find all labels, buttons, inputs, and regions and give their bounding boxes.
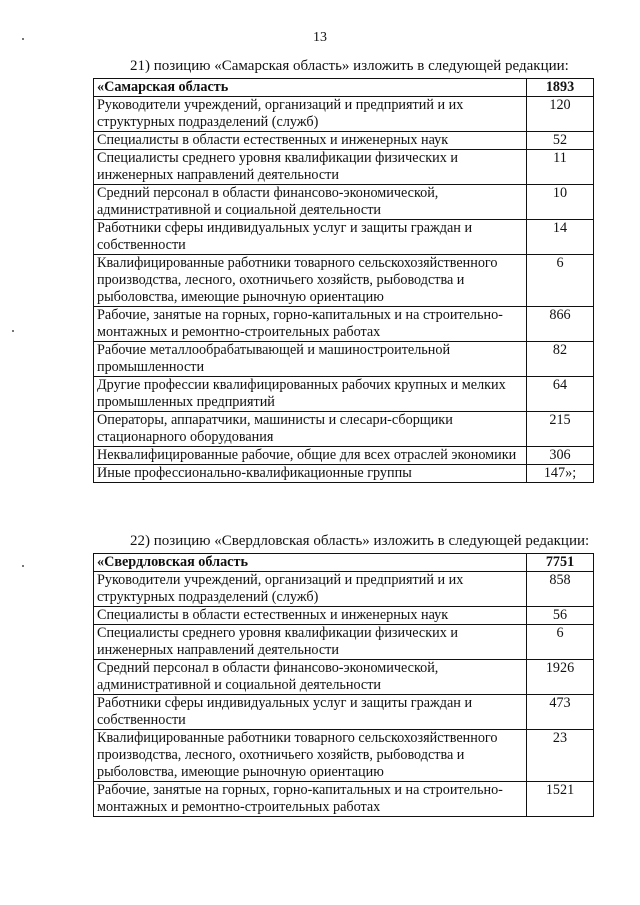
section-intro: 21) позицию «Самарская область» изложить в следующей редакции: xyxy=(130,58,569,74)
group-value: 866 xyxy=(527,307,594,342)
region-total: 1893 xyxy=(527,79,594,97)
table-row xyxy=(94,695,594,730)
region-name: «Самарская область xyxy=(94,79,527,97)
table-row xyxy=(94,255,594,307)
scan-speck xyxy=(12,330,14,332)
group-value: 10 xyxy=(527,185,594,220)
group-name: Руководители учреждений, организаций и предприятий и их структурных подразделений (служб) xyxy=(94,97,527,132)
group-name: Рабочие металлообрабатывающей и машиностроительной промышленности xyxy=(94,342,527,377)
group-name: Другие профессии квалифицированных рабочих крупных и мелких промышленных предприятий xyxy=(94,377,527,412)
group-name: Рабочие, занятые на горных, горно-капитальных и на строительно-монтажных и ремонтно-строительных работах xyxy=(94,782,527,817)
group-value: 473 xyxy=(527,695,594,730)
group-name: Неквалифицированные рабочие, общие для всех отраслей экономики xyxy=(94,447,527,465)
table-row xyxy=(94,220,594,255)
table-row xyxy=(94,342,594,377)
table-row xyxy=(94,307,594,342)
group-value: 23 xyxy=(527,730,594,782)
region-total: 7751 xyxy=(527,554,594,572)
table-row xyxy=(94,185,594,220)
table-row xyxy=(94,97,594,132)
group-value: 6 xyxy=(527,255,594,307)
section-intro: 22) позицию «Свердловская область» изложить в следующей редакции: xyxy=(130,533,590,549)
group-name: Специалисты в области естественных и инженерных наук xyxy=(94,607,527,625)
table-header-row xyxy=(94,554,594,572)
group-value: 64 xyxy=(527,377,594,412)
group-value: 82 xyxy=(527,342,594,377)
group-name: Руководители учреждений, организаций и предприятий и их структурных подразделений (служб) xyxy=(94,572,527,607)
group-value: 306 xyxy=(527,447,594,465)
table-row xyxy=(94,150,594,185)
table-row xyxy=(94,412,594,447)
group-name: Работники сферы индивидуальных услуг и защиты граждан и собственности xyxy=(94,220,527,255)
table-row xyxy=(94,465,594,483)
scan-speck xyxy=(22,565,24,567)
scan-speck xyxy=(22,38,24,40)
group-name: Средний персонал в области финансово-экономической, административной и социальной деятельности xyxy=(94,660,527,695)
group-value: 52 xyxy=(527,132,594,150)
region-table-samara xyxy=(93,78,594,483)
table-row xyxy=(94,447,594,465)
table-row xyxy=(94,132,594,150)
page-number: 13 xyxy=(313,30,327,45)
table-row xyxy=(94,572,594,607)
table-row xyxy=(94,660,594,695)
group-value: 215 xyxy=(527,412,594,447)
group-name: Квалифицированные работники товарного сельскохозяйственного производства, лесного, охотничьего хозяйств, рыбоводства и рыболовства, имеющие рыночную ориентацию xyxy=(94,730,527,782)
group-value: 1521 xyxy=(527,782,594,817)
group-value: 858 xyxy=(527,572,594,607)
group-name: Специалисты в области естественных и инженерных наук xyxy=(94,132,527,150)
group-name: Квалифицированные работники товарного сельскохозяйственного производства, лесного, охотничьего хозяйств, рыбоводства и рыболовства, имеющие рыночную ориентацию xyxy=(94,255,527,307)
table-row xyxy=(94,625,594,660)
group-name: Специалисты среднего уровня квалификации физических и инженерных направлений деятельности xyxy=(94,625,527,660)
group-name: Средний персонал в области финансово-экономической, административной и социальной деятельности xyxy=(94,185,527,220)
region-table-sverdlovsk xyxy=(93,553,594,817)
region-name: «Свердловская область xyxy=(94,554,527,572)
table-row xyxy=(94,730,594,782)
group-name: Иные профессионально-квалификационные группы xyxy=(94,465,527,483)
group-name: Специалисты среднего уровня квалификации физических и инженерных направлений деятельности xyxy=(94,150,527,185)
group-name: Рабочие, занятые на горных, горно-капитальных и на строительно-монтажных и ремонтно-строительных работах xyxy=(94,307,527,342)
group-value: 1926 xyxy=(527,660,594,695)
group-value: 147»; xyxy=(527,465,594,483)
group-value: 120 xyxy=(527,97,594,132)
group-value: 56 xyxy=(527,607,594,625)
group-value: 14 xyxy=(527,220,594,255)
table-row xyxy=(94,782,594,817)
group-name: Операторы, аппаратчики, машинисты и слесари-сборщики стационарного оборудования xyxy=(94,412,527,447)
table-row xyxy=(94,607,594,625)
group-value: 11 xyxy=(527,150,594,185)
table-row xyxy=(94,377,594,412)
table-header-row xyxy=(94,79,594,97)
group-name: Работники сферы индивидуальных услуг и защиты граждан и собственности xyxy=(94,695,527,730)
group-value: 6 xyxy=(527,625,594,660)
